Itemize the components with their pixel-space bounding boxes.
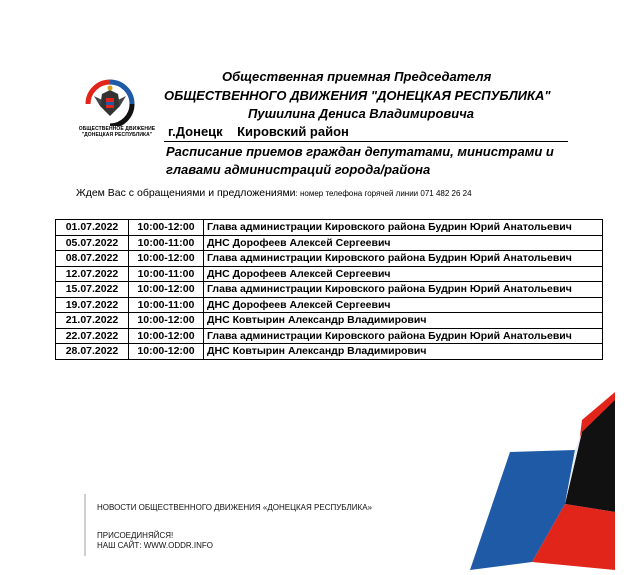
time-cell: 10:00-12:00 <box>129 282 204 298</box>
date-cell: 21.07.2022 <box>56 313 129 329</box>
date-cell: 08.07.2022 <box>56 251 129 267</box>
official-cell: Глава администрации Кировского района Будрин Юрий Анатольевич <box>204 251 603 267</box>
time-cell: 10:00-12:00 <box>129 344 204 360</box>
date-cell: 12.07.2022 <box>56 266 129 282</box>
time-cell: 10:00-12:00 <box>129 313 204 329</box>
date-cell: 01.07.2022 <box>56 220 129 236</box>
table-row <box>56 220 603 236</box>
invitation-main: Ждем Вас с обращениями и предложениями <box>76 187 296 199</box>
time-cell: 10:00-12:00 <box>129 220 204 236</box>
time-cell: 10:00-11:00 <box>129 235 204 251</box>
hotline-number: : номер телефона горячей линии 071 482 26 24 <box>295 189 472 198</box>
official-cell: Глава администрации Кировского района Будрин Юрий Анатольевич <box>204 328 603 344</box>
time-cell: 10:00-12:00 <box>129 251 204 267</box>
coat-of-arms-icon <box>82 76 138 126</box>
date-cell: 05.07.2022 <box>56 235 129 251</box>
schedule-table-body <box>56 220 603 360</box>
time-cell: 10:00-11:00 <box>129 297 204 313</box>
official-cell: ДНС Ковтырин Александр Владимирович <box>204 313 603 329</box>
table-row <box>56 297 603 313</box>
invitation-text <box>76 187 472 199</box>
table-row <box>56 328 603 344</box>
table-row <box>56 235 603 251</box>
table-row <box>56 251 603 267</box>
header-divider <box>164 141 568 142</box>
reception-schedule-table <box>55 219 603 360</box>
header-line-3: Пушилина Дениса Владимировича <box>248 106 475 121</box>
decorative-shapes <box>470 392 615 570</box>
official-cell: ДНС Ковтырин Александр Владимирович <box>204 344 603 360</box>
website-caption: НАШ САЙТ: WWW.ODDR.INFO <box>97 541 214 550</box>
logo-caption: ОБЩЕСТВЕННОЕ ДВИЖЕНИЕ "ДОНЕЦКАЯ РЕСПУБЛИКА" <box>78 126 156 138</box>
date-cell: 15.07.2022 <box>56 282 129 298</box>
table-row <box>56 313 603 329</box>
news-caption: НОВОСТИ ОБЩЕСТВЕННОГО ДВИЖЕНИЯ «ДОНЕЦКАЯ РЕСПУБЛИКА» <box>97 503 372 512</box>
official-cell: ДНС Дорофеев Алексей Сергеевич <box>204 297 603 313</box>
table-row <box>56 266 603 282</box>
footer-accent-bar <box>84 494 86 556</box>
schedule-title-line-2: главами администраций города/района <box>166 162 431 177</box>
official-cell: ДНС Дорофеев Алексей Сергеевич <box>204 266 603 282</box>
city-district: г.Донецк Кировский район <box>168 124 349 139</box>
date-cell: 22.07.2022 <box>56 328 129 344</box>
official-cell: Глава администрации Кировского района Будрин Юрий Анатольевич <box>204 220 603 236</box>
date-cell: 28.07.2022 <box>56 344 129 360</box>
time-cell: 10:00-11:00 <box>129 266 204 282</box>
date-cell: 19.07.2022 <box>56 297 129 313</box>
table-row <box>56 344 603 360</box>
schedule-title-line-1: Расписание приемов граждан депутатами, министрами и <box>166 144 554 159</box>
official-cell: ДНС Дорофеев Алексей Сергеевич <box>204 235 603 251</box>
time-cell: 10:00-12:00 <box>129 328 204 344</box>
table-row <box>56 282 603 298</box>
movement-logo <box>74 76 160 144</box>
header-line-2: ОБЩЕСТВЕННОГО ДВИЖЕНИЯ "ДОНЕЦКАЯ РЕСПУБЛИКА" <box>164 88 551 103</box>
official-cell: Глава администрации Кировского района Будрин Юрий Анатольевич <box>204 282 603 298</box>
join-caption: ПРИСОЕДИНЯЙСЯ! <box>97 531 174 540</box>
header-line-1: Общественная приемная Председателя <box>222 69 492 84</box>
